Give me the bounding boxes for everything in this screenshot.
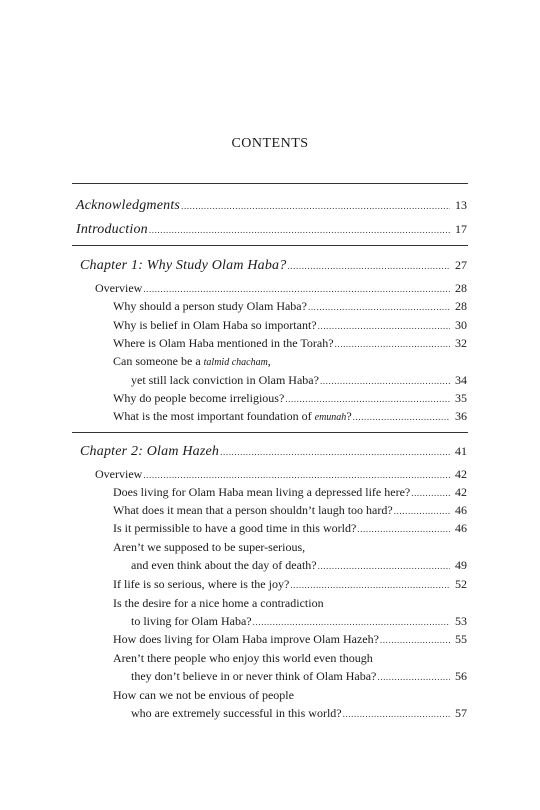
leader-dots [290,578,450,592]
toc-entry-line1[interactable] [113,688,467,702]
toc-entry[interactable] [113,299,467,314]
leader-dots [353,410,450,424]
toc-entry-introduction[interactable] [76,222,467,237]
divider-rule [72,432,468,433]
leader-dots [149,223,450,237]
toc-entry-line1[interactable] [113,651,467,665]
page-number: 53 [455,614,467,628]
leader-dots [318,559,450,573]
page-number: 49 [455,558,467,572]
leader-dots [411,486,450,500]
entry-label: Aren’t there people who enjoy this world even though [113,651,373,665]
page-number: 28 [455,281,467,295]
leader-dots [394,504,450,518]
toc-entry[interactable] [113,336,467,351]
leader-dots [143,282,450,296]
toc-entry-ch2-overview[interactable] [95,467,467,482]
toc-entry[interactable] [113,521,467,536]
leader-dots [287,259,450,273]
page-number: 42 [455,485,467,499]
toc-entry[interactable] [113,577,467,592]
label-italic-term: emunah [314,412,347,423]
page-number: 35 [455,391,467,405]
toc-entry[interactable] [113,391,467,406]
label-text: , [267,354,271,368]
chapter-title: Chapter 1: Why Study Olam Haba? [80,258,287,273]
page-number: 46 [455,521,467,535]
toc-entry-chapter-1[interactable] [80,258,467,273]
label-text: ? [346,409,352,423]
toc-entry-chapter-2[interactable] [80,444,467,459]
page-number: 28 [455,299,467,313]
page-number: 41 [455,444,467,458]
entry-label: Does living for Olam Haba mean living a depressed life here? [113,485,411,499]
top-rule [72,183,468,184]
toc-entry[interactable] [113,318,467,333]
page-number: 30 [455,318,467,332]
toc-entry-line2[interactable] [131,669,467,684]
contents-heading: CONTENTS [231,136,309,151]
page-number: 57 [455,706,467,720]
leader-dots [181,199,450,213]
toc-entry[interactable] [113,632,467,647]
page-number: 42 [455,467,467,481]
leader-dots [357,522,450,536]
page-number: 27 [455,258,467,272]
label-text: Can someone be a [113,354,204,368]
entry-label: How does living for Olam Haba improve Olam Hazeh? [113,632,379,646]
entry-label: What does it mean that a person shouldn’t laugh too hard? [113,503,393,517]
entry-label: and even think about the day of death? [131,558,317,572]
page-number: 34 [455,373,467,387]
toc-entry-ch1-overview[interactable] [95,281,467,296]
entry-label: Where is Olam Haba mentioned in the Torah? [113,336,334,350]
entry-label: Why should a person study Olam Haba? [113,299,307,313]
toc-entry-line2[interactable] [131,706,467,721]
entry-label: yet still lack conviction in Olam Haba? [131,373,319,387]
leader-dots [343,707,450,721]
page-number: 55 [455,632,467,646]
entry-label: Aren’t we supposed to be super-serious, [113,540,306,554]
entry-label: If life is so serious, where is the joy? [113,577,290,591]
chapter-title: Chapter 2: Olam Hazeh [80,444,220,459]
page-number: 17 [455,222,467,236]
leader-dots [377,670,450,684]
entry-label: Is it permissible to have a good time in this world? [113,521,357,535]
entry-label [113,354,271,370]
entry-label: Introduction [76,222,148,237]
leader-dots [220,445,450,459]
entry-label: How can we not be envious of people [113,688,294,702]
leader-dots [253,615,450,629]
entry-label: they don’t believe in or never think of Olam Haba? [131,669,377,683]
entry-label: Is the desire for a nice home a contradiction [113,596,324,610]
toc-entry[interactable] [113,485,467,500]
toc-entry-line2[interactable] [131,558,467,573]
leader-dots [318,319,450,333]
entry-label: Acknowledgments [76,198,181,213]
toc-entry[interactable] [113,409,467,425]
page-number: 36 [455,409,467,423]
entry-label: who are extremely successful in this world? [131,706,342,720]
leader-dots [285,392,450,406]
leader-dots [335,337,450,351]
entry-label: Overview [95,467,143,481]
leader-dots [143,468,450,482]
toc-entry-acknowledgments[interactable] [76,198,467,213]
page-number: 56 [455,669,467,683]
divider-rule [72,245,468,246]
leader-dots [320,374,450,388]
leader-dots [308,300,450,314]
toc-entry-line1[interactable] [113,540,467,554]
leader-dots [380,633,450,647]
page-number: 13 [455,198,467,212]
toc-entry-line1[interactable] [113,596,467,610]
entry-label: Why do people become irreligious? [113,391,285,405]
page-number: 52 [455,577,467,591]
toc-entry[interactable] [113,503,467,518]
page-number: 46 [455,503,467,517]
entry-label: Why is belief in Olam Haba so important? [113,318,317,332]
label-text: What is the most important foundation of [113,409,315,423]
toc-entry-line2[interactable] [131,614,467,629]
label-italic-term: talmid chacham [203,357,268,368]
toc-entry-line2[interactable] [131,373,467,388]
entry-label [113,409,352,425]
page-number: 32 [455,336,467,350]
entry-label: to living for Olam Haba? [131,614,252,628]
toc-entry-line1[interactable] [113,354,467,370]
entry-label: Overview [95,281,143,295]
